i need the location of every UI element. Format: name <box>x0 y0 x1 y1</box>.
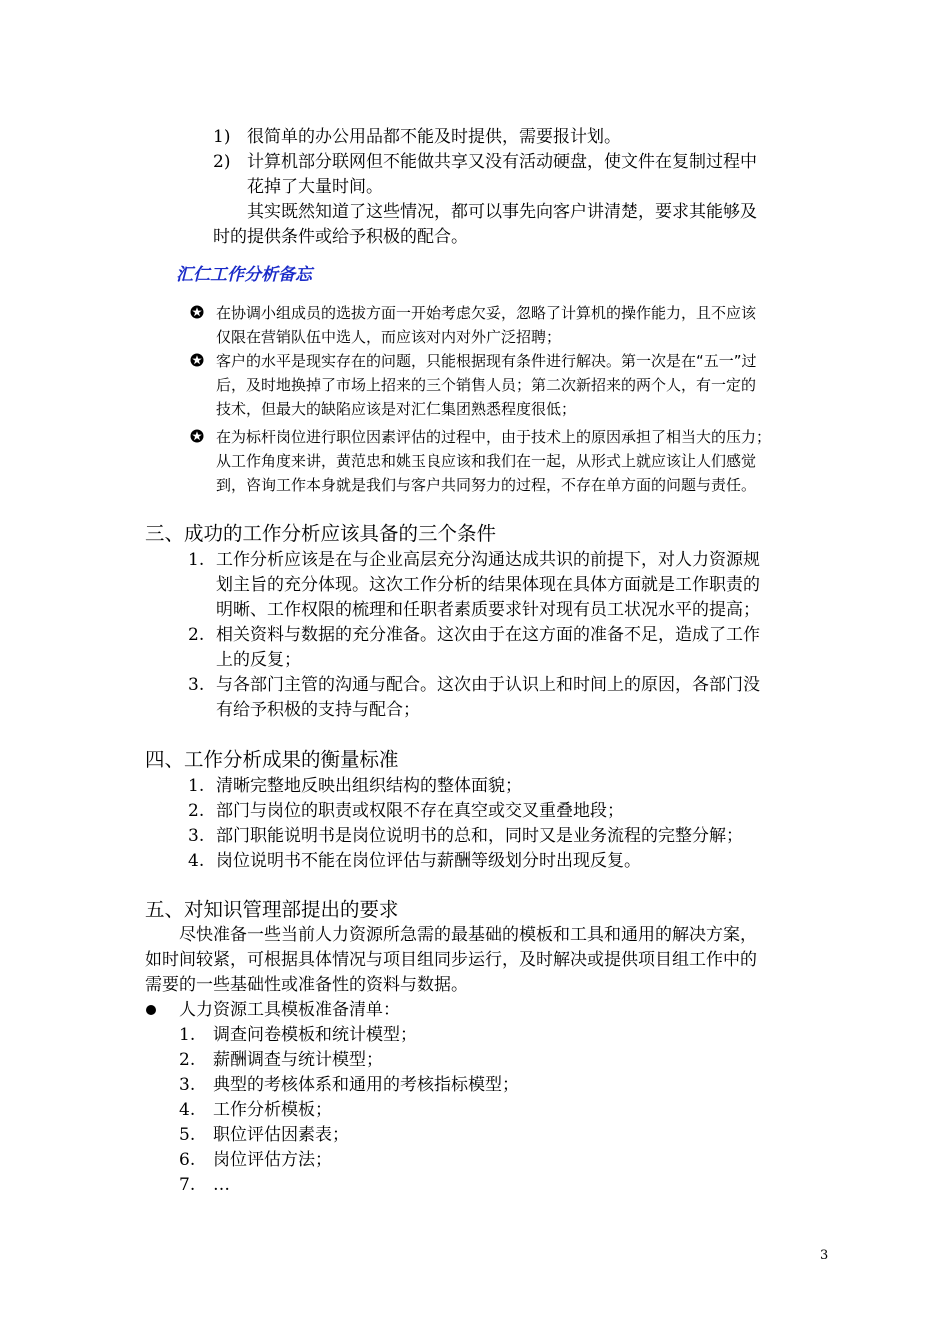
list-item-text: 岗位评估方法； <box>213 1150 332 1170</box>
list-item-text: 部门与岗位的职责或权限不存在真空或交叉重叠地段； <box>216 801 624 821</box>
list-item-text: 工作分析应该是在与企业高层充分沟通达成共识的前提下，对人力资源规 <box>216 550 760 570</box>
list-number: 4. <box>179 1100 196 1120</box>
list-number: 2. <box>188 625 205 645</box>
memo-item-text: 仅限在营销队伍中选人，而应该对内对外广泛招聘； <box>216 328 562 346</box>
list-item-text: 很简单的办公用品都不能及时提供，需要报计划。 <box>247 127 621 147</box>
list-item-text: 清晰完整地反映出组织结构的整体面貌； <box>216 776 522 796</box>
memo-item-text: 到，咨询工作本身就是我们与客户共同努力的过程，不存在单方面的问题与责任。 <box>216 476 757 494</box>
memo-item-text: 后，及时地换掉了市场上招来的三个销售人员；第二次新招来的两个人，有一定的 <box>216 376 757 394</box>
list-item-text: 职位评估因素表； <box>213 1125 349 1145</box>
section-heading: 五、对知识管理部提出的要求 <box>145 898 399 921</box>
list-number: 4. <box>188 851 205 871</box>
star-bullet-icon <box>190 429 204 443</box>
star-bullet-icon <box>190 305 204 319</box>
memo-item-text: 从工作角度来讲，黄范忠和姚玉良应该和我们在一起，从形式上就应该让人们感觉 <box>216 452 757 470</box>
paragraph-line: 如时间较紧，可根据具体情况与项目组同步运行，及时解决或提供项目组工作中的 <box>145 950 757 970</box>
list-number: 3. <box>188 675 205 695</box>
paragraph-line: 其实既然知道了这些情况，都可以事先向客户讲清楚，要求其能够及 <box>247 202 757 222</box>
list-item-text: 花掉了大量时间。 <box>247 177 383 197</box>
list-item-text: 典型的考核体系和通用的考核指标模型； <box>213 1075 519 1095</box>
list-item-text: 岗位说明书不能在岗位评估与薪酬等级划分时出现反复。 <box>216 851 641 871</box>
list-item-text: 与各部门主管的沟通与配合。这次由于认识上和时间上的原因，各部门没 <box>216 675 760 695</box>
list-item-text: 调查问卷模板和统计模型； <box>213 1025 417 1045</box>
section-heading: 三、成功的工作分析应该具备的三个条件 <box>145 522 497 545</box>
list-item-text: 薪酬调查与统计模型； <box>213 1050 383 1070</box>
list-number: 1. <box>188 776 205 796</box>
memo-item-text: 客户的水平是现实存在的问题，只能根据现有条件进行解决。第一次是在“五一”过 <box>216 352 757 370</box>
memo-item-text: 在为标杆岗位进行职位因素评估的过程中，由于技术上的原因承担了相当大的压力； <box>216 428 772 446</box>
section-heading: 四、工作分析成果的衡量标准 <box>145 748 399 771</box>
bullet-item-text: 人力资源工具模板准备清单： <box>179 1000 400 1020</box>
star-bullet-icon <box>190 353 204 367</box>
list-number: 6. <box>179 1150 196 1170</box>
paragraph-line: 时的提供条件或给予积极的配合。 <box>213 227 468 247</box>
paragraph-line: 需要的一些基础性或准备性的资料与数据。 <box>145 975 468 995</box>
list-number: 1. <box>179 1025 196 1045</box>
list-item-text: 明晰、工作权限的梳理和任职者素质要求针对现有员工状况水平的提高； <box>216 600 760 620</box>
list-number: 2. <box>179 1050 196 1070</box>
memo-title: 汇仁工作分析备忘 <box>176 265 312 285</box>
list-item-text: 上的反复； <box>216 650 301 670</box>
page-number: 3 <box>820 1248 829 1263</box>
list-item-text: … <box>213 1175 230 1195</box>
paragraph-line: 尽快准备一些当前人力资源所急需的最基础的模板和工具和通用的解决方案， <box>179 925 757 945</box>
list-number: 5. <box>179 1125 196 1145</box>
list-number: 2. <box>188 801 205 821</box>
list-number: 2) <box>213 152 231 172</box>
list-number: 3. <box>179 1075 196 1095</box>
list-number: 1) <box>213 127 231 147</box>
bullet-dot-icon <box>146 1005 156 1015</box>
memo-item-text: 技术，但最大的缺陷应该是对汇仁集团熟悉程度很低； <box>216 400 577 418</box>
list-item-text: 计算机部分联网但不能做共享又没有活动硬盘，使文件在复制过程中 <box>247 152 757 172</box>
list-item-text: 有给予积极的支持与配合； <box>216 700 420 720</box>
list-number: 7. <box>179 1175 196 1195</box>
list-item-text: 划主旨的充分体现。这次工作分析的结果体现在具体方面就是工作职责的 <box>216 575 760 595</box>
memo-item-text: 在协调小组成员的选拔方面一开始考虑欠妥，忽略了计算机的操作能力，且不应该 <box>216 304 757 322</box>
list-number: 3. <box>188 826 205 846</box>
list-item-text: 相关资料与数据的充分准备。这次由于在这方面的准备不足，造成了工作 <box>216 625 760 645</box>
list-number: 1. <box>188 550 205 570</box>
list-item-text: 工作分析模板； <box>213 1100 332 1120</box>
list-item-text: 部门职能说明书是岗位说明书的总和，同时又是业务流程的完整分解； <box>216 826 743 846</box>
